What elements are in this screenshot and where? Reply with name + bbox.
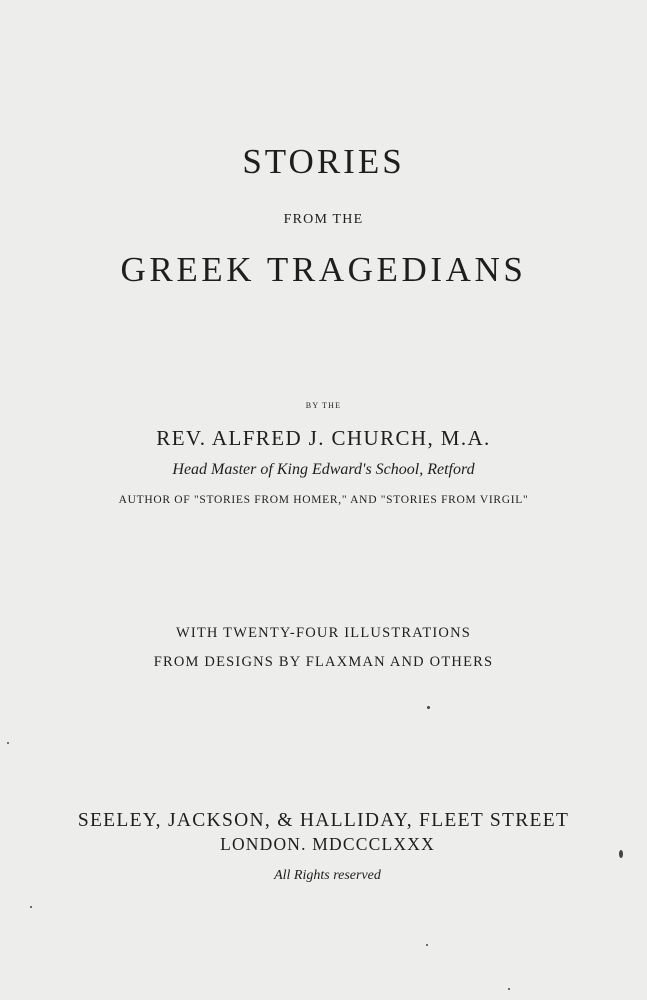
author-position: Head Master of King Edward's School, Retford — [172, 461, 475, 478]
book-title: STORIES — [242, 142, 405, 181]
scan-speck — [427, 706, 430, 709]
title-connector: FROM THE — [283, 212, 364, 227]
author-other-works: AUTHOR OF "STORIES FROM HOMER," AND "STORIES FROM VIRGIL" — [118, 494, 529, 506]
author-name: REV. ALFRED J. CHURCH, M.A. — [156, 426, 491, 450]
author-prefix: BY THE — [305, 401, 342, 410]
scan-speck — [619, 850, 623, 858]
scan-speck — [508, 988, 510, 990]
publisher: SEELEY, JACKSON, & HALLIDAY, FLEET STREET — [77, 810, 570, 831]
scan-speck — [30, 906, 32, 908]
illustrations-note-line-1: WITH TWENTY-FOUR ILLUSTRATIONS — [175, 625, 472, 641]
illustrations-note-line-2: FROM DESIGNS BY FLAXMAN AND OTHERS — [153, 654, 494, 670]
rights-notice: All Rights reserved — [274, 868, 381, 883]
publication-place-year: LONDON. MDCCCLXXX — [220, 834, 435, 854]
scan-speck — [7, 742, 9, 744]
book-subtitle: GREEK TRAGEDIANS — [120, 250, 527, 289]
scan-speck — [426, 944, 428, 946]
